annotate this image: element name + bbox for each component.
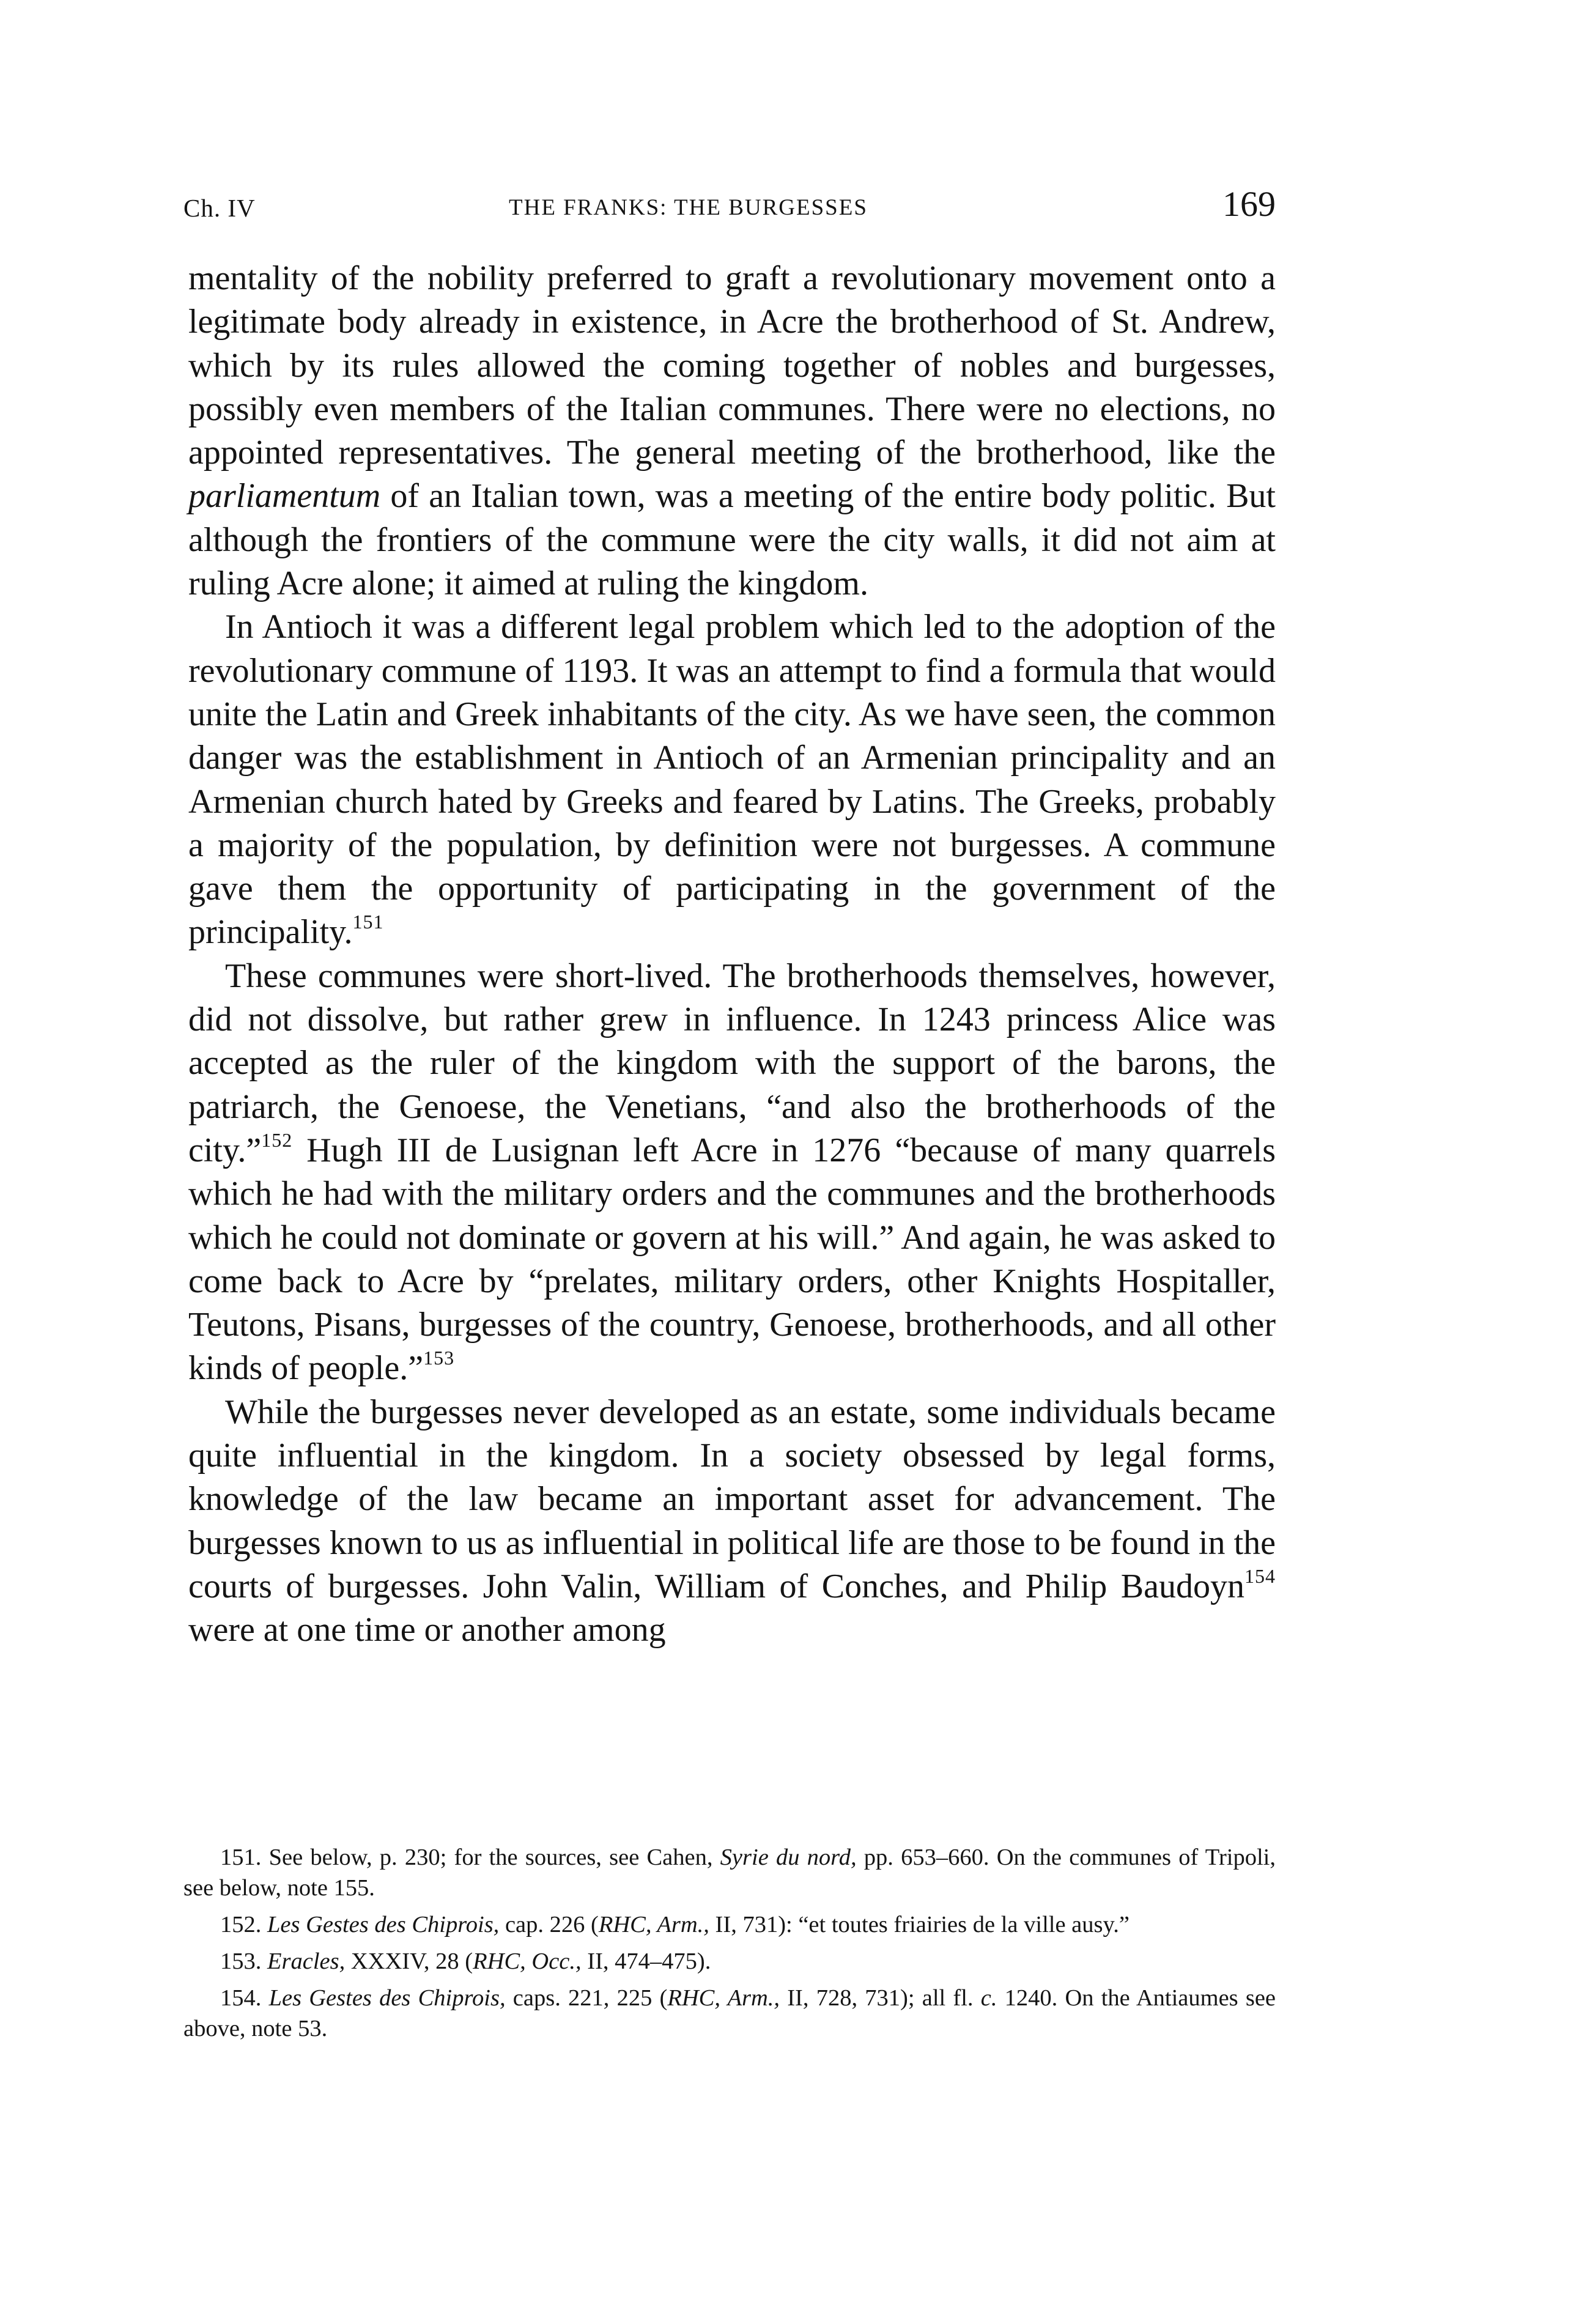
italic-term: parliamentum <box>188 477 381 516</box>
chapter-label: Ch. IV <box>183 194 256 222</box>
footnote-text: XXXIV, 28 ( <box>345 1948 473 1974</box>
footnote-italic: Les Gestes des Chiprois, <box>268 1985 506 2011</box>
footnote-152 <box>183 1909 1276 1940</box>
footnote-text: pp. 653–660. On the communes of Tripoli, see below, note 155. <box>183 1845 1276 1901</box>
running-title: THE FRANKS: THE BURGESSES <box>509 195 868 220</box>
footnote-ref-153[interactable]: 153 <box>423 1347 455 1369</box>
footnote-text: II, 474–475). <box>581 1948 711 1974</box>
paragraph-text: mentality of the nobility preferred to graft a revolutionary movement onto a legitimate body already in existence, in Acre the brotherhood of St. Andrew, which by its rules allowed the coming together of nobles and burgesses, possibly even members of the Italian communes. There were no elections, no appointed representatives. The general meeting of the brotherhood, like the <box>188 259 1276 472</box>
footnote-text: caps. 221, 225 ( <box>505 1985 668 2011</box>
paragraph-text: were at one time or another among <box>188 1611 666 1649</box>
footnote-ref-152[interactable]: 152 <box>261 1128 293 1151</box>
footnote-italic: RHC, Arm., <box>598 1912 709 1937</box>
running-header <box>183 183 1276 232</box>
footnote-text: cap. 226 ( <box>499 1912 599 1937</box>
footnote-ref-151[interactable]: 151 <box>352 911 384 933</box>
footnote-text: 151. See below, p. 230; for the sources, see Cahen, <box>220 1845 720 1870</box>
footnote-text: 154. <box>220 1985 269 2011</box>
paragraph-text: of an Italian town, was a meeting of the entire body politic. But although the frontiers of the commune were the city walls, it did not aim at ruling Acre alone; it aimed at ruling the kingdom. <box>188 477 1276 603</box>
paragraph-text: While the burgesses never developed as an estate, some individuals became quite influential in the kingdom. In a society obsessed by legal forms, knowledge of the law became an important asset for advancement. The burgesses known to us as influential in political life are those to be found in the courts of burgesses. John Valin, William of Conches, and Philip Baudoyn <box>188 1393 1276 1605</box>
footnote-154 <box>183 1983 1276 2044</box>
footnotes <box>183 1842 1276 2050</box>
footnote-italic: Syrie du nord, <box>720 1845 857 1870</box>
footnote-ref-154[interactable]: 154 <box>1244 1564 1276 1587</box>
paragraph-1 <box>188 257 1276 605</box>
page-number: 169 <box>1222 184 1276 224</box>
footnote-text: 153. <box>220 1948 267 1974</box>
footnote-italic: RHC, Arm., <box>667 1985 780 2011</box>
paragraph-2 <box>188 605 1276 954</box>
footnote-text: 152. <box>220 1912 267 1937</box>
footnote-text: II, 728, 731); all fl. <box>780 1985 981 2011</box>
paragraph-3 <box>188 955 1276 1391</box>
footnote-153 <box>183 1946 1276 1977</box>
paragraph-text: These communes were short-lived. The brotherhoods themselves, however, did not dissolve, but rather grew in influence. In 1243 princess Alice was accepted as the ruler of the kingdom with the support of the barons, the patriarch, the Genoese, the Venetians, “and also the brotherhoods of the city.” <box>188 957 1276 1169</box>
footnote-text: 1240. On the Antiaumes see above, note 53. <box>183 1985 1276 2041</box>
footnote-italic: Eracles, <box>267 1948 346 1974</box>
footnote-italic: c. <box>980 1985 997 2011</box>
paragraph-text: Hugh III de Lusignan left Acre in 1276 “because of many quarrels which he had with the military orders and the communes and the brotherhoods which he could not dominate or govern at his will.” And again, he was asked to come back to Acre by “prelates, military orders, other Knights Hospitaller, Teutons, Pisans, burgesses of the country, Genoese, brotherhoods, and all other kinds of people.” <box>188 1131 1276 1388</box>
footnote-italic: RHC, Occ., <box>473 1948 582 1974</box>
footnote-italic: Les Gestes des Chiprois, <box>267 1912 500 1937</box>
paragraph-text: In Antioch it was a different legal problem which led to the adoption of the revolutionary commune of 1193. It was an attempt to find a formula that would unite the Latin and Greek inhabitants of the city. As we have seen, the common danger was the establishment in Antioch of an Armenian principality and an Armenian church hated by Greeks and feared by Latins. The Greeks, probably a majority of the population, by definition were not burgesses. A commune gave them the opportunity of participating in the government of the principality. <box>188 608 1276 952</box>
footnote-151 <box>183 1842 1276 1903</box>
body-text <box>188 257 1276 1652</box>
paragraph-4 <box>188 1391 1276 1652</box>
footnote-text: II, 731): “et toutes friairies de la ville ausy.” <box>709 1912 1130 1937</box>
